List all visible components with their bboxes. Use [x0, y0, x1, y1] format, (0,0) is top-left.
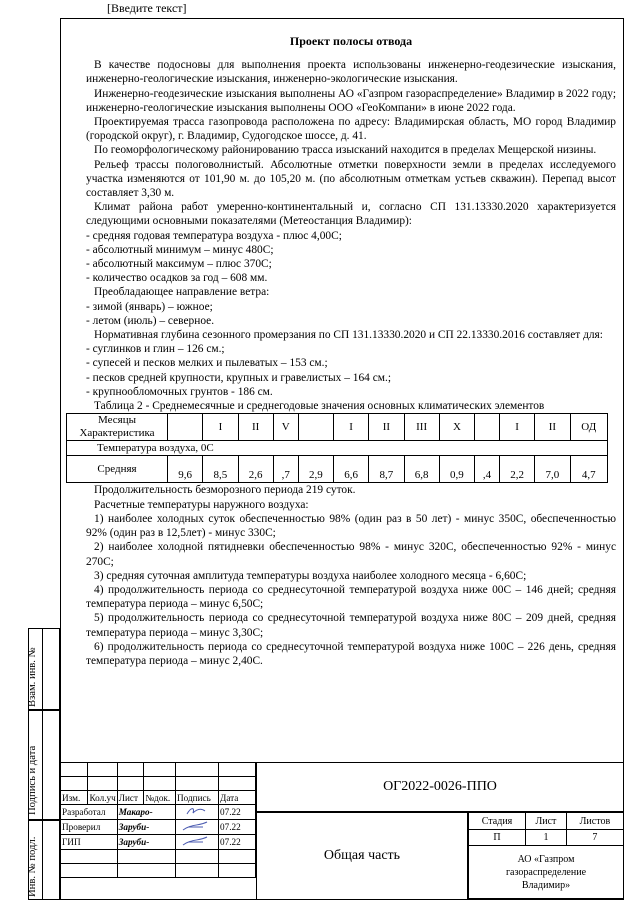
table-corner-cell [67, 414, 168, 441]
vzam-inv-label: Взам. инв. № [27, 647, 38, 707]
signature-icon [177, 820, 217, 832]
month-header-cell [298, 414, 333, 441]
date-cell: 07.22 [219, 820, 256, 835]
sheets-header: Листов [566, 813, 623, 830]
month-header-cell: ОД [570, 414, 608, 441]
inv-podl-cell [28, 820, 60, 900]
stage-value: П [469, 830, 526, 846]
document-body [79, 34, 616, 668]
table-row [61, 791, 256, 805]
list-item: - абсолютный минимум – минус 480С; [86, 243, 274, 256]
value-cell: 7,0 [535, 456, 570, 483]
paragraph-climate: Климат района работ умеренно-континентальный и, согласно СП 131.13330.2020 характеризуется следующими основными показателями (Метеостанция Владимир): [86, 201, 616, 228]
list-item: - количество осадков за год – 608 мм. [86, 272, 268, 285]
podpis-data-cell [28, 710, 60, 820]
design-temp-item: 1) наиболее холодных суток обеспеченностью 98% (один раз в 50 лет) - минус 350С, обеспеченностью 92% (один раз в 12,5лет) - минус 330С; [86, 512, 616, 540]
table-caption: Таблица 2 - Среднемесячные и среднегодовые значения основных климатических элементов [94, 400, 545, 413]
table-row [67, 441, 608, 456]
value-cell: 0,9 [439, 456, 474, 483]
table-row [61, 835, 256, 850]
list-item: - летом (июль) – северное. [86, 314, 215, 327]
list-item: - суглинков и глин – 126 см.; [86, 343, 225, 356]
month-header-cell: II [535, 414, 570, 441]
col-header: Подпись [176, 791, 219, 805]
section-title: Общая часть [323, 848, 401, 863]
signature-icon [177, 835, 217, 847]
design-temp-item: 3) средняя суточная амплитуда температуры воздуха наиболее холодного месяца - 6,60С; [94, 569, 527, 582]
date-cell: 07.22 [219, 805, 256, 820]
month-header-cell: III [404, 414, 439, 441]
inv-podl-label: Инв. № подл. [27, 836, 38, 897]
table-row [61, 777, 256, 791]
name-cell: Макаро- [117, 805, 175, 820]
left-margin-strip [28, 628, 60, 900]
month-header-cell: II [238, 414, 273, 441]
month-header-cell: II [369, 414, 404, 441]
value-cell: 8,5 [203, 456, 238, 483]
signature-icon [177, 805, 217, 817]
list-item: - зимой (январь) – южное; [86, 300, 213, 313]
company-cell: АО «Газпром газораспределение Владимир» [469, 846, 624, 899]
table-row [67, 456, 608, 483]
table-row [61, 763, 256, 777]
col-header: №док. [144, 791, 176, 805]
month-header-cell: I [499, 414, 534, 441]
table-row [67, 414, 608, 441]
role-cell: Проверил [61, 820, 118, 835]
design-temp-item: 6) продолжительность периода со среднесуточной температурой воздуха ниже 100С – 226 день, средняя температура периода – минус 2,40С. [86, 640, 616, 667]
design-temp-item: 2) наиболее холодной пятидневки обеспеченностью 98% - минус 320С, обеспеченностью 92% - минус 270С; [86, 541, 616, 568]
col-header: Лист [117, 791, 144, 805]
section-title-cell [256, 812, 468, 900]
table-row [469, 830, 624, 846]
value-cell: ,7 [273, 456, 298, 483]
sheet-info-table [468, 812, 624, 899]
signature-cell [176, 835, 219, 850]
list-item: - абсолютный максимум – плюс 370С; [86, 258, 272, 271]
paragraph-address: Проектируемая трасса газопровода расположена по адресу: Владимирская область, МО город Владимир (городской округ), г. Владимир, Судогодское шоссе, д. 41. [86, 116, 616, 143]
wind-title: Преобладающее направление ветра: [94, 286, 270, 299]
month-header-cell: V [273, 414, 298, 441]
name-cell: Заруби- [117, 820, 175, 835]
climate-table [66, 413, 608, 483]
value-cell: ,4 [475, 456, 500, 483]
sheet-value: 1 [526, 830, 567, 846]
table-row [61, 820, 256, 835]
corner-months-label: Месяцы [97, 414, 136, 427]
month-header-cell: I [333, 414, 368, 441]
podpis-data-label: Подпись и дата [27, 745, 38, 815]
value-cell: 9,6 [168, 456, 203, 483]
month-header-cell: I [203, 414, 238, 441]
stage-header: Стадия [469, 813, 526, 830]
page-title: Проект полосы отвода [289, 34, 413, 48]
role-cell: ГИП [61, 835, 118, 850]
design-temp-item: 5) продолжительность периода со среднесуточной температурой воздуха ниже 80С – 209 дней, средняя температура периода – минус 3,30С; [86, 612, 616, 639]
paragraph-geomorph: По геоморфологическому районированию трасса изысканий находится в пределах Мещерской низины. [94, 144, 597, 157]
header-placeholder-note: [Введите текст] [107, 1, 187, 15]
name-cell: Заруби- [117, 835, 175, 850]
paragraph-relief: Рельеф трассы пологоволнистый. Абсолютные отметки поверхности земли в пределах исследуемого участка изменяются от 101,90 м. до 105,20 м. (по абсолютным отметкам устьев скважин). Перепад высот составляет 3,30 м. [86, 158, 616, 200]
col-header: Дата [219, 791, 256, 805]
paragraph-design-temps: Расчетные температуры наружного воздуха: [94, 498, 309, 511]
table-row [61, 850, 256, 864]
list-item: - песков средней крупности, крупных и гравелистых – 164 см.; [86, 371, 391, 384]
row-label-cell: Средняя [67, 456, 168, 483]
role-cell: Разработал [61, 805, 118, 820]
table-row [469, 813, 624, 830]
revision-table [60, 762, 256, 878]
signature-cell [176, 805, 219, 820]
table-section-cell: Температура воздуха, 0С [67, 441, 608, 456]
value-cell: 8,7 [369, 456, 404, 483]
title-block [60, 762, 624, 900]
month-header-cell [168, 414, 203, 441]
paragraph-frost: Нормативная глубина сезонного промерзания по СП 131.13330.2020 и СП 22.13330.2016 составляет для: [94, 329, 603, 342]
table-row [61, 805, 256, 820]
col-header: Изм. [61, 791, 88, 805]
table-row [61, 864, 256, 878]
value-cell: 2,2 [499, 456, 534, 483]
month-header-cell: X [439, 414, 474, 441]
sheets-value: 7 [566, 830, 623, 846]
list-item: - крупнообломочных грунтов - 186 см. [86, 385, 273, 398]
corner-characteristic-label: Характеристика [79, 427, 155, 440]
list-item: - супесей и песков мелких и пылеватых – 153 см.; [86, 357, 328, 370]
paragraph-surveys: Инженерно-геодезические изыскания выполнены АО «Газпром газораспределение» Владимир в 2022 году; инженерно-геологические изыскания выполнены ООО «ГеоКомпани» в июне 2022 года. [86, 87, 616, 114]
paragraph-frostfree: Продолжительность безморозного периода 219 суток. [94, 484, 356, 497]
vzam-inv-cell [28, 628, 60, 710]
col-header: Кол.уч [89, 792, 116, 803]
value-cell: 6,8 [404, 456, 439, 483]
value-cell: 2,9 [298, 456, 333, 483]
month-header-cell [475, 414, 500, 441]
design-temp-item: 4) продолжительность периода со среднесуточной температурой воздуха ниже 00С – 146 дней; средняя температура периода – минус 6,50С; [86, 583, 616, 611]
value-cell: 2,6 [238, 456, 273, 483]
doc-code: ОГ2022-0026-ППО [383, 779, 497, 794]
date-cell: 07.22 [219, 835, 256, 850]
paragraph-basis: В качестве подосновы для выполнения проекта использованы инженерно-геодезические изыскания, инженерно-геологические изыскания, инженерно-экологические изыскания. [86, 59, 616, 86]
signature-cell [176, 820, 219, 835]
doc-code-cell [256, 762, 624, 812]
sheet-header: Лист [526, 813, 567, 830]
value-cell: 6,6 [333, 456, 368, 483]
value-cell: 4,7 [570, 456, 608, 483]
table-row [469, 846, 624, 899]
list-item: - средняя годовая температура воздуха - плюс 4,00С; [86, 229, 342, 242]
